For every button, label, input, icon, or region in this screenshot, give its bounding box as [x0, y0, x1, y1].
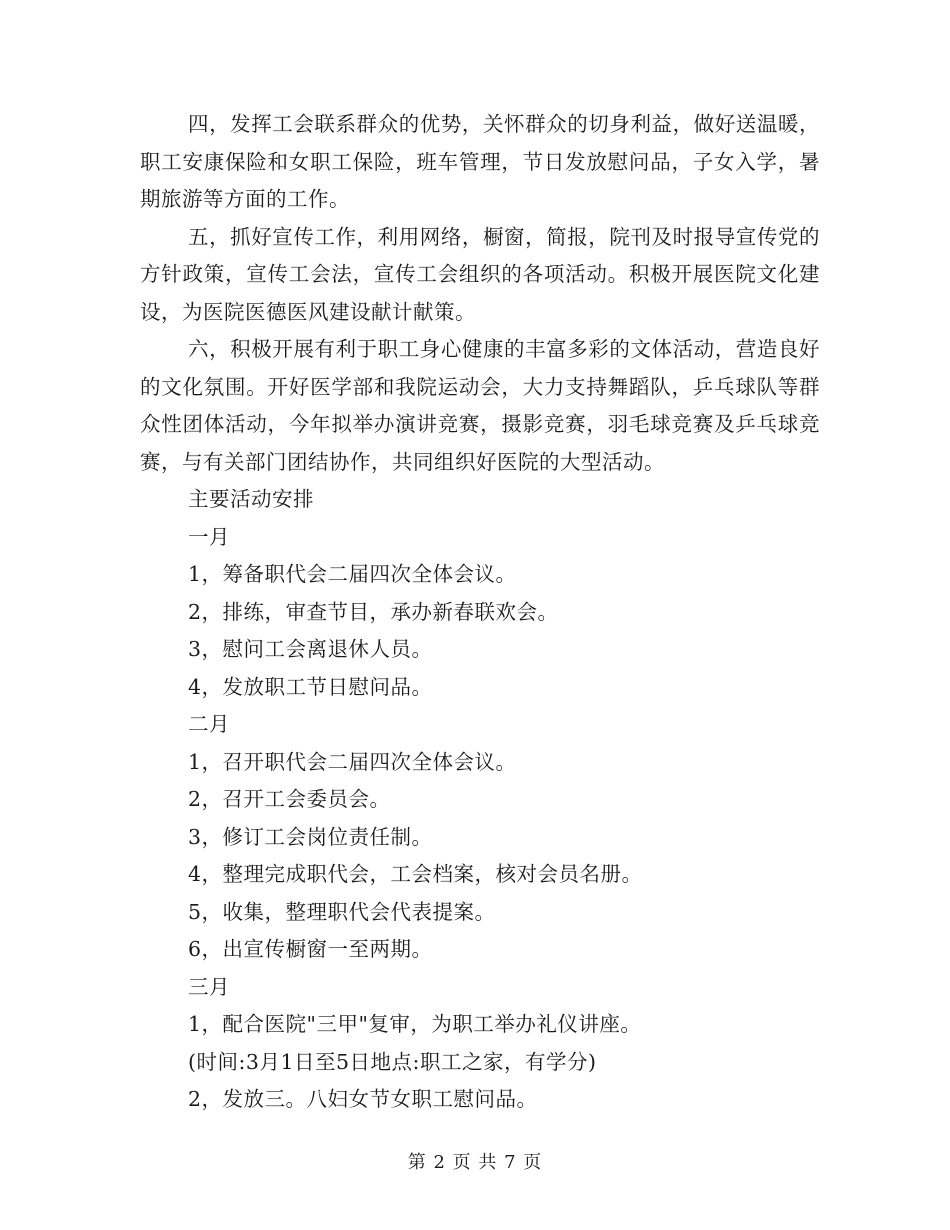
list-item: 1，配合医院"三甲"复审，为职工举办礼仪讲座。 [188, 1012, 642, 1036]
list-item: 3，慰问工会离退休人员。 [188, 637, 433, 661]
paragraph-section-5: 五，抓好宣传工作，利用网络，橱窗，简报，院刊及时报导宣传党的方针政策，宣传工会法，宣传工会组织的各项活动。积极开展医院文化建设，为医院医德医风建设献计献策。 [140, 224, 820, 324]
list-item: 3，修订工会岗位责任制。 [188, 824, 433, 849]
list-item: 2，召开工会委员会。 [188, 787, 391, 811]
month-heading-january: 一月 [188, 524, 230, 549]
list-item: 5，收集，整理职代会代表提案。 [188, 899, 496, 924]
document-body [140, 106, 820, 1119]
list-item: 1，筹备职代会二届四次全体会议。 [188, 562, 517, 586]
list-item: 4，发放职工节日慰问品。 [188, 674, 433, 699]
list-item: 6，出宣传橱窗一至两期。 [188, 937, 433, 961]
month-heading-february: 二月 [188, 712, 230, 736]
list-item: 4，整理完成职代会，工会档案，核对会员名册。 [188, 862, 643, 886]
schedule-heading: 主要活动安排 [188, 487, 314, 511]
list-item: 2，发放三。八妇女节女职工慰问品。 [188, 1087, 538, 1111]
list-item: 2，排练，审查节目，承办新春联欢会。 [188, 599, 559, 624]
month-heading-march: 三月 [188, 974, 230, 999]
paragraph-section-4: 四，发挥工会联系群众的优势，关怀群众的切身利益，做好送温暖，职工安康保险和女职工保险，班车管理，节日发放慰问品，子女入学，暑期旅游等方面的工作。 [140, 112, 820, 211]
list-item-note: (时间:3月1日至5日地点:职工之家，有学分) [188, 1049, 597, 1074]
paragraph-section-6: 六，积极开展有利于职工身心健康的丰富多彩的文体活动，营造良好的文化氛围。开好医学部和我院运动会，大力支持舞蹈队，乒乓球队等群众性团体活动，今年拟举办演讲竞赛，摄影竞赛，羽毛球竞赛及乒乓球竞赛，与有关部门团结协作，共同组织好医院的大型活动。 [140, 337, 820, 474]
page-number-footer: 第 2 页 共 7 页 [407, 1152, 543, 1173]
list-item: 1，召开职代会二届四次全体会议。 [188, 749, 517, 774]
